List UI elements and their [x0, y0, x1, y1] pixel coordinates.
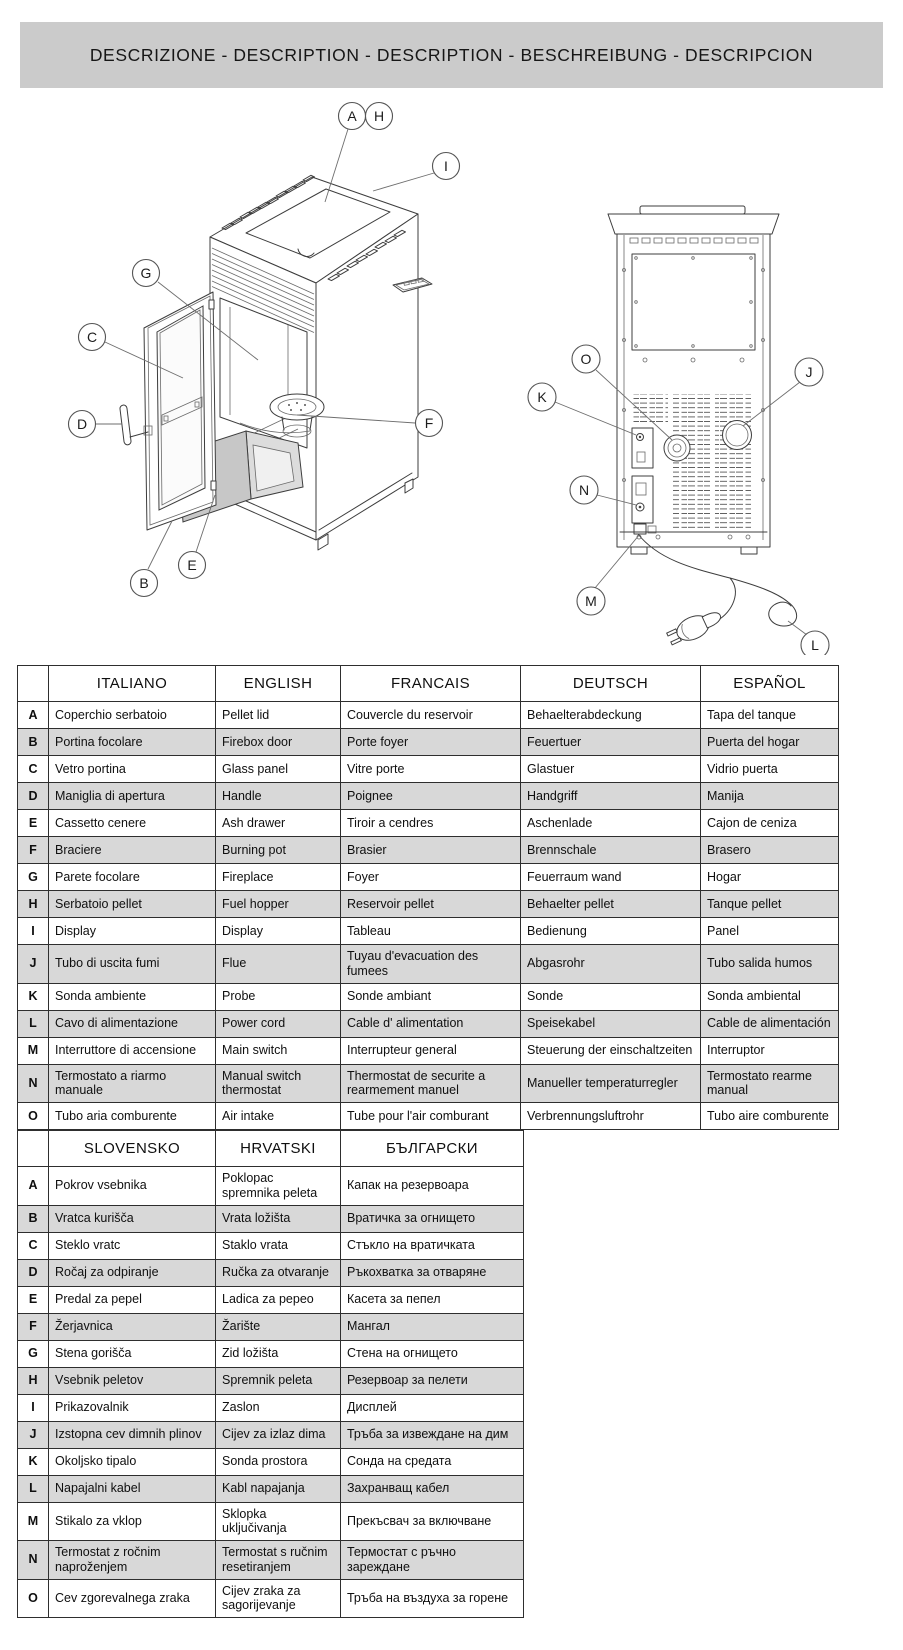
label-circle-A — [339, 103, 366, 130]
table-cell: Stena gorišča — [49, 1340, 216, 1367]
row-letter: A — [18, 1167, 49, 1206]
power-cord — [638, 534, 797, 626]
table-cell: Poklopac spremnika peleta — [216, 1167, 341, 1206]
description-tables — [17, 665, 839, 1618]
table-row — [18, 1167, 524, 1206]
table-cell: Капак на резервоара — [341, 1167, 524, 1206]
table-cell: Interrupteur general — [341, 1037, 521, 1064]
table-cell: Manual switch thermostat — [216, 1064, 341, 1103]
table-cell: Porte foyer — [341, 729, 521, 756]
table-cell: Steuerung der einschaltzeiten — [521, 1037, 701, 1064]
table-cell: Brennschale — [521, 837, 701, 864]
row-letter: E — [18, 1286, 49, 1313]
table-row — [18, 1286, 524, 1313]
table-cell: Interruttore di accensione — [49, 1037, 216, 1064]
row-letter: G — [18, 1340, 49, 1367]
column-header: FRANCAIS — [341, 666, 521, 702]
table-row — [18, 1367, 524, 1394]
row-letter: I — [18, 1394, 49, 1421]
table-cell: Prikazovalnik — [49, 1394, 216, 1421]
table-cell: Žerjavnica — [49, 1313, 216, 1340]
table-cell: Manija — [701, 783, 839, 810]
table-cell: Air intake — [216, 1103, 341, 1130]
table-cell: Brasier — [341, 837, 521, 864]
label-circle-O — [572, 345, 600, 373]
table-row — [18, 1205, 524, 1232]
table-cell: Thermostat de securite a rearmement manuel — [341, 1064, 521, 1103]
label-circle-G — [133, 260, 160, 287]
svg-text:B: B — [139, 575, 149, 591]
label-circle-K — [528, 383, 556, 411]
row-letter: I — [18, 918, 49, 945]
column-header: HRVATSKI — [216, 1131, 341, 1167]
row-letter: A — [18, 702, 49, 729]
table-cell: Reservoir pellet — [341, 891, 521, 918]
table-cell: Tubo aria comburente — [49, 1103, 216, 1130]
table-cell: Cable de alimentación — [701, 1010, 839, 1037]
table-cell: Burning pot — [216, 837, 341, 864]
column-header: DEUTSCH — [521, 666, 701, 702]
table-cell: Cable d' alimentation — [341, 1010, 521, 1037]
table-cell: Main switch — [216, 1037, 341, 1064]
table-cell: Sonde ambiant — [341, 983, 521, 1010]
table-cell: Резервоар за пелети — [341, 1367, 524, 1394]
table-cell: Termostat s ručnim resetiranjem — [216, 1541, 341, 1580]
table-cell: Vitre porte — [341, 756, 521, 783]
label-circle-L — [801, 631, 829, 655]
table-cell: Прекъсвач за включване — [341, 1502, 524, 1541]
table-cell: Handgriff — [521, 783, 701, 810]
table-row — [18, 1232, 524, 1259]
header-row — [18, 666, 839, 702]
header-row — [18, 1131, 524, 1167]
table-cell: Foyer — [341, 864, 521, 891]
table-cell: Manueller temperaturregler — [521, 1064, 701, 1103]
table-cell: Cavo di alimentazione — [49, 1010, 216, 1037]
table-cell: Termostato a riarmo manuale — [49, 1064, 216, 1103]
table-cell: Bedienung — [521, 918, 701, 945]
row-letter: N — [18, 1064, 49, 1103]
table-row — [18, 810, 839, 837]
table-cell: Aschenlade — [521, 810, 701, 837]
table-cell: Izstopna cev dimnih plinov — [49, 1421, 216, 1448]
table-cell: Cijev za izlaz dima — [216, 1421, 341, 1448]
row-letter: B — [18, 729, 49, 756]
row-letter: D — [18, 1259, 49, 1286]
table-cell: Hogar — [701, 864, 839, 891]
row-letter: G — [18, 864, 49, 891]
column-header: БЪЛГАРСКИ — [341, 1131, 524, 1167]
table-cell: Zaslon — [216, 1394, 341, 1421]
row-letter: H — [18, 1367, 49, 1394]
table-cell: Žarište — [216, 1313, 341, 1340]
svg-text:F: F — [424, 415, 434, 431]
table-row — [18, 1313, 524, 1340]
table-row — [18, 1421, 524, 1448]
label-circle-D — [69, 411, 96, 438]
table-cell: Sonda prostora — [216, 1448, 341, 1475]
table-cell: Мангал — [341, 1313, 524, 1340]
table-cell: Fireplace — [216, 864, 341, 891]
letter-column-header — [18, 666, 49, 702]
table-row — [18, 983, 839, 1010]
table-row — [18, 1259, 524, 1286]
table-row — [18, 1502, 524, 1541]
table-cell: Tapa del tanque — [701, 702, 839, 729]
table-row — [18, 1037, 839, 1064]
row-letter: O — [18, 1579, 49, 1618]
probe-panel — [632, 428, 653, 468]
table-row — [18, 729, 839, 756]
svg-text:N: N — [578, 482, 590, 498]
table-row — [18, 918, 839, 945]
table-cell: Tableau — [341, 918, 521, 945]
table-cell: Stikalo za vklop — [49, 1502, 216, 1541]
table-cell: Serbatoio pellet — [49, 891, 216, 918]
table-cell: Staklo vrata — [216, 1232, 341, 1259]
row-letter: C — [18, 1232, 49, 1259]
flue-pipe — [723, 421, 752, 450]
row-letter: C — [18, 756, 49, 783]
three-language-table — [17, 1130, 524, 1618]
table-cell: Handle — [216, 783, 341, 810]
page-title: DESCRIZIONE - DESCRIPTION - DESCRIPTION - BESCHREIBUNG - DESCRIPCION — [20, 22, 883, 88]
table-cell: Tanque pellet — [701, 891, 839, 918]
table-row — [18, 702, 839, 729]
table-cell: Interruptor — [701, 1037, 839, 1064]
svg-text:J: J — [805, 364, 813, 380]
row-letter: J — [18, 1421, 49, 1448]
table-cell: Poignee — [341, 783, 521, 810]
letter-column-header — [18, 1131, 49, 1167]
row-letter: E — [18, 810, 49, 837]
table-cell: Tiroir a cendres — [341, 810, 521, 837]
table-cell: Verbrennungsluftrohr — [521, 1103, 701, 1130]
column-header: ESPAÑOL — [701, 666, 839, 702]
table-cell: Puerta del hogar — [701, 729, 839, 756]
row-letter: D — [18, 783, 49, 810]
svg-text:C: C — [86, 329, 98, 345]
table-row — [18, 783, 839, 810]
table-cell: Speisekabel — [521, 1010, 701, 1037]
table-cell: Pellet lid — [216, 702, 341, 729]
table-cell: Cijev zraka za sagorijevanje — [216, 1579, 341, 1618]
rear-upper-panel — [632, 254, 755, 362]
label-circle-N — [570, 476, 598, 504]
table-row — [18, 864, 839, 891]
label-circle-B — [131, 570, 158, 597]
table-cell: Power cord — [216, 1010, 341, 1037]
table-cell: Vetro portina — [49, 756, 216, 783]
table-cell: Zid ložišta — [216, 1340, 341, 1367]
table-cell: Couvercle du reservoir — [341, 702, 521, 729]
column-header: ENGLISH — [216, 666, 341, 702]
svg-text:E: E — [187, 557, 197, 573]
table-cell: Probe — [216, 983, 341, 1010]
table-cell: Sklopka uključivanja — [216, 1502, 341, 1541]
table-cell: Vsebnik peletov — [49, 1367, 216, 1394]
power-plug — [665, 605, 725, 649]
table-row — [18, 756, 839, 783]
table-row — [18, 1475, 524, 1502]
table-row — [18, 1394, 524, 1421]
svg-text:D: D — [76, 416, 88, 432]
svg-text:A: A — [347, 108, 357, 124]
table-cell: Portina focolare — [49, 729, 216, 756]
table-cell: Ručka za otvaranje — [216, 1259, 341, 1286]
svg-text:G: G — [140, 265, 152, 281]
table-cell: Касета за пепел — [341, 1286, 524, 1313]
table-row — [18, 891, 839, 918]
table-cell: Termostat z ročnim naproženjem — [49, 1541, 216, 1580]
table-cell: Okoljsko tipalo — [49, 1448, 216, 1475]
svg-text:O: O — [580, 351, 592, 367]
table-cell: Захранващ кабел — [341, 1475, 524, 1502]
table-cell: Sonda ambiente — [49, 983, 216, 1010]
row-letter: L — [18, 1475, 49, 1502]
table-cell: Firebox door — [216, 729, 341, 756]
table-cell: Parete focolare — [49, 864, 216, 891]
svg-text:L: L — [811, 637, 819, 653]
row-letter: F — [18, 1313, 49, 1340]
row-letter: M — [18, 1502, 49, 1541]
table-cell: Стена на огнището — [341, 1340, 524, 1367]
label-circle-H — [366, 103, 393, 130]
table-cell: Ladica za pepeo — [216, 1286, 341, 1313]
stove-front-diagram — [60, 85, 480, 630]
table-cell: Tubo di uscita fumi — [49, 945, 216, 984]
table-cell: Glastuer — [521, 756, 701, 783]
table-cell: Abgasrohr — [521, 945, 701, 984]
table-cell: Feuerraum wand — [521, 864, 701, 891]
table-cell: Ash drawer — [216, 810, 341, 837]
table-cell: Дисплей — [341, 1394, 524, 1421]
table-cell: Cev zgorevalnega zraka — [49, 1579, 216, 1618]
table-cell: Flue — [216, 945, 341, 984]
table-cell: Fuel hopper — [216, 891, 341, 918]
table-cell: Kabl napajanja — [216, 1475, 341, 1502]
column-header: ITALIANO — [49, 666, 216, 702]
table-cell: Sonde — [521, 983, 701, 1010]
air-intake — [664, 435, 690, 461]
svg-text:K: K — [537, 389, 547, 405]
table-row — [18, 945, 839, 984]
table-cell: Behaelterabdeckung — [521, 702, 701, 729]
row-letter: K — [18, 983, 49, 1010]
table-cell: Термостат с ръчно зареждане — [341, 1541, 524, 1580]
row-letter: L — [18, 1010, 49, 1037]
table-cell: Display — [216, 918, 341, 945]
table-row — [18, 1103, 839, 1130]
label-circle-F — [416, 410, 443, 437]
table-cell: Steklo vratc — [49, 1232, 216, 1259]
table-cell: Ръкохватка за отваряне — [341, 1259, 524, 1286]
label-circle-E — [179, 552, 206, 579]
table-cell: Sonda ambiental — [701, 983, 839, 1010]
table-cell: Behaelter pellet — [521, 891, 701, 918]
table-cell: Сонда на средата — [341, 1448, 524, 1475]
table-cell: Vidrio puerta — [701, 756, 839, 783]
table-cell: Vratca kurišča — [49, 1205, 216, 1232]
table-cell: Feuertuer — [521, 729, 701, 756]
table-cell: Spremnik peleta — [216, 1367, 341, 1394]
row-letter: M — [18, 1037, 49, 1064]
label-circle-J — [795, 358, 823, 386]
label-circle-C — [79, 324, 106, 351]
table-cell: Ročaj za odpiranje — [49, 1259, 216, 1286]
svg-text:H: H — [373, 108, 385, 124]
table-cell: Вратичка за огнището — [341, 1205, 524, 1232]
table-cell: Glass panel — [216, 756, 341, 783]
table-row — [18, 1064, 839, 1103]
row-letter: J — [18, 945, 49, 984]
table-cell: Стъкло на вратичката — [341, 1232, 524, 1259]
label-circle-M — [577, 587, 605, 615]
table-cell: Pokrov vsebnika — [49, 1167, 216, 1206]
table-cell: Tubo salida humos — [701, 945, 839, 984]
table-cell: Vrata ložišta — [216, 1205, 341, 1232]
stove-rear-diagram — [480, 180, 903, 655]
table-cell: Тръба на въздуха за горене — [341, 1579, 524, 1618]
firebox-door — [144, 292, 216, 530]
table-cell: Brasero — [701, 837, 839, 864]
row-letter: O — [18, 1103, 49, 1130]
table-cell: Maniglia di apertura — [49, 783, 216, 810]
row-letter: K — [18, 1448, 49, 1475]
table-row — [18, 1448, 524, 1475]
table-row — [18, 1541, 524, 1580]
table-row — [18, 1579, 524, 1618]
table-cell: Тръба за извеждане на дим — [341, 1421, 524, 1448]
table-cell: Panel — [701, 918, 839, 945]
table-row — [18, 837, 839, 864]
row-letter: B — [18, 1205, 49, 1232]
svg-text:M: M — [585, 593, 597, 609]
table-cell: Termostato rearme manual — [701, 1064, 839, 1103]
table-row — [18, 1010, 839, 1037]
table-cell: Napajalni kabel — [49, 1475, 216, 1502]
row-letter: N — [18, 1541, 49, 1580]
table-cell: Display — [49, 918, 216, 945]
column-header: SLOVENSKO — [49, 1131, 216, 1167]
table-cell: Tuyau d'evacuation des fumees — [341, 945, 521, 984]
table-cell: Tube pour l'air comburant — [341, 1103, 521, 1130]
table-cell: Braciere — [49, 837, 216, 864]
table-row — [18, 1340, 524, 1367]
label-circle-I — [433, 153, 460, 180]
table-cell: Cassetto cenere — [49, 810, 216, 837]
svg-text:I: I — [444, 158, 448, 174]
thermostat-panel — [632, 476, 653, 523]
five-language-table — [17, 665, 839, 1130]
table-cell: Cajon de ceniza — [701, 810, 839, 837]
row-letter: F — [18, 837, 49, 864]
row-letter: H — [18, 891, 49, 918]
table-cell: Coperchio serbatoio — [49, 702, 216, 729]
table-cell: Predal za pepel — [49, 1286, 216, 1313]
table-cell: Tubo aire comburente — [701, 1103, 839, 1130]
